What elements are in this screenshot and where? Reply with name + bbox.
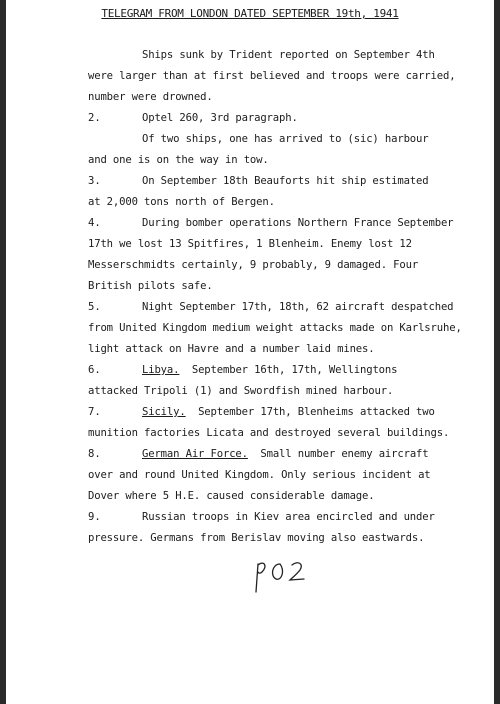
p6-title: Libya. <box>142 364 180 376</box>
p6-line-1-text: September 16th, 17th, Wellingtons <box>191 364 398 376</box>
p9-line-2: pressure. Germans from Berislav moving also eastwards. <box>88 532 425 544</box>
p7-number: 7. <box>88 406 101 418</box>
scan-border-left <box>0 0 6 704</box>
handwritten-page-mark-drawing <box>252 556 312 596</box>
p8-number: 8. <box>88 448 101 460</box>
p2-number: 2. <box>88 112 101 124</box>
handwritten-page-mark <box>252 556 312 600</box>
p4-line-2: 17th we lost 13 Spitfires, 1 Blenheim. Enemy lost 12 <box>88 238 412 250</box>
p3-number: 3. <box>88 175 101 187</box>
p8-line-3: Dover where 5 H.E. caused considerable damage. <box>88 490 375 502</box>
p5-line-2: from United Kingdom medium weight attacks made on Karlsruhe, <box>88 322 462 334</box>
p3-line-1: On September 18th Beauforts hit ship estimated <box>142 175 429 187</box>
p9-line-1: Russian troops in Kiev area encircled and under <box>142 511 435 523</box>
p5-line-3: light attack on Havre and a number laid mines. <box>88 343 375 355</box>
p4-number: 4. <box>88 217 101 229</box>
p1-line-2: were larger than at first believed and troops were carried, <box>88 70 456 82</box>
p7-line-1 <box>142 406 435 418</box>
p6-number: 6. <box>88 364 101 376</box>
p2-line-1: Optel 260, 3rd paragraph. <box>142 112 298 124</box>
p9-number: 9. <box>88 511 101 523</box>
p8-line-1 <box>142 448 429 460</box>
p6-line-2: attacked Tripoli (1) and Swordfish mined harbour. <box>88 385 394 397</box>
p8-title: German Air Force. <box>142 448 248 460</box>
p7-title: Sicily. <box>142 406 186 418</box>
p1-line-1: Ships sunk by Trident reported on September 4th <box>142 49 435 61</box>
p6-line-1 <box>142 364 397 376</box>
p3-line-2: at 2,000 tons north of Bergen. <box>88 196 275 208</box>
p5-line-1: Night September 17th, 18th, 62 aircraft despatched <box>142 301 454 313</box>
p7-line-2: munition factories Licata and destroyed several buildings. <box>88 427 450 439</box>
p4-line-4: British pilots safe. <box>88 280 213 292</box>
p5-number: 5. <box>88 301 101 313</box>
p4-line-1: During bomber operations Northern France September <box>142 217 454 229</box>
p4-line-3: Messerschmidts certainly, 9 probably, 9 damaged. Four <box>88 259 419 271</box>
p2-line-2: Of two ships, one has arrived to (sic) harbour <box>142 133 429 145</box>
document-heading: TELEGRAM FROM LONDON DATED SEPTEMBER 19th, 1941 <box>101 7 399 20</box>
scan-border-right <box>494 0 500 704</box>
p2-line-3: and one is on the way in tow. <box>88 154 269 166</box>
p8-line-2: over and round United Kingdom. Only serious incident at <box>88 469 431 481</box>
p8-line-1-text: Small number enemy aircraft <box>260 448 429 460</box>
p7-line-1-text: September 17th, Blenheims attacked two <box>198 406 435 418</box>
p1-line-3: number were drowned. <box>88 91 213 103</box>
